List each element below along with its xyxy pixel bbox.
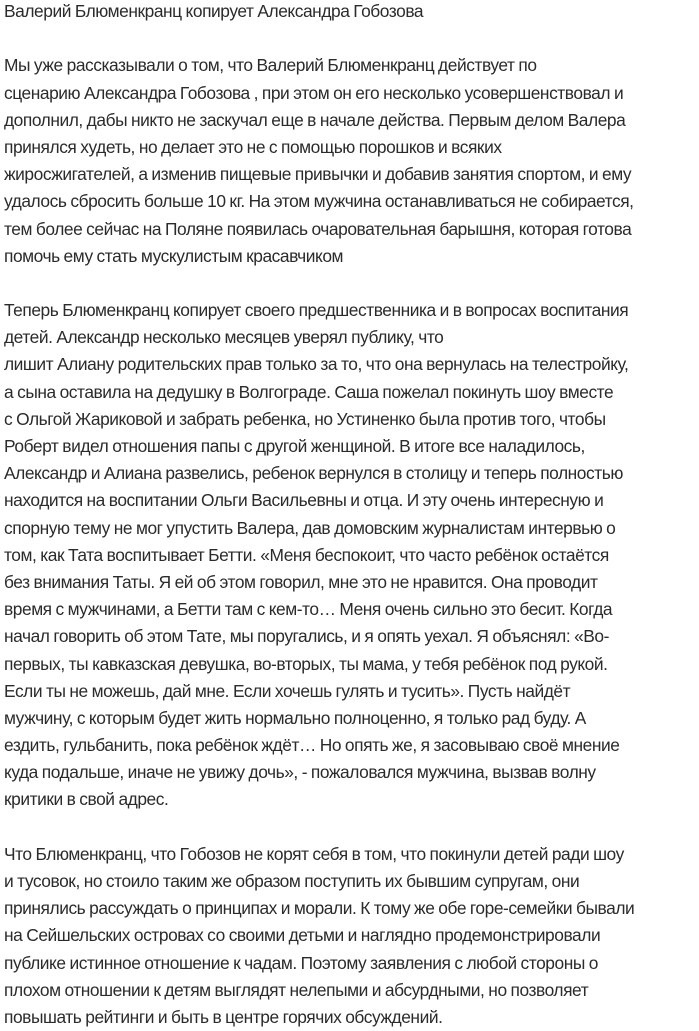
text-line: начал говорить об этом Тате, мы поругались, и я опять уехал. Я объяснял: «Во- bbox=[4, 626, 609, 647]
text-line: время с мужчинами, а Бетти там с кем-то… Меня очень сильно это бесит. Когда bbox=[4, 599, 613, 620]
text-line: плохом отношении к детям выглядят нелепыми и абсурдными, но позволяет bbox=[4, 979, 589, 1000]
text-line: Если ты не можешь, дай мне. Если хочешь гулять и тусить». Пусть найдёт bbox=[4, 680, 571, 701]
text-line: Теперь Блюменкранц копирует своего предшественника и в вопросах воспитания bbox=[4, 300, 629, 321]
text-line: на Сейшельских островах со своими детьми и наглядно продемонстрировали bbox=[4, 925, 601, 946]
text-line: Роберт видел отношения папы с другой женщиной. В итоге все наладилось, bbox=[4, 436, 585, 456]
text-line: находится на воспитании Ольги Васильевны и отца. И эту очень интересную и bbox=[4, 490, 604, 511]
spacer bbox=[4, 814, 695, 841]
text-line: Александр и Алиана развелись, ребенок вернулся в столицу и теперь полностью bbox=[4, 463, 623, 484]
text-line: и тусовок, но стоило таким же образом поступить их бывшим супругам, они bbox=[4, 871, 580, 891]
text-line: Мы уже рассказывали о том, что Валерий Блюменкранц действует по bbox=[4, 55, 537, 76]
text-line: а сына оставила на дедушку в Волгограде. Саша пожелал покинуть шоу вместе bbox=[4, 381, 614, 402]
text-line: детей. Александр несколько месяцев уверял публику, что bbox=[4, 327, 444, 348]
paragraph-2 bbox=[4, 297, 695, 814]
text-line: спорную тему не мог упустить Валера, дав домовским журналистам интервью о bbox=[4, 517, 616, 538]
text-line: без внимания Таты. Я ей об этом говорил, мне это не нравится. Она проводит bbox=[4, 571, 598, 592]
text-line: том, как Тата воспитывает Бетти. «Меня беспокоит, что часто ребёнок остаётся bbox=[4, 544, 609, 565]
text-line: помочь ему стать мускулистым красавчиком bbox=[4, 245, 344, 266]
text-line: публике истинное отношение к чадам. Поэтому заявления с любой стороны о bbox=[4, 952, 598, 973]
text-line: критики в свой адрес. bbox=[4, 789, 169, 810]
text-line: лишит Алиану родительских прав только за то, что она вернулась на телестройку, bbox=[4, 354, 629, 375]
article-title: Валерий Блюменкранц копирует Александра Гобозова bbox=[4, 1, 424, 21]
text-line: с Ольгой Жариковой и забрать ребенка, но Устиненко была против того, чтобы bbox=[4, 408, 606, 429]
text-line: тем более сейчас на Поляне появилась очаровательная барышня, которая готова bbox=[4, 218, 632, 239]
text-line: дополнил, дабы никто не заскучал еще в начале действа. Первым делом Валера bbox=[4, 109, 626, 130]
text-line: ездить, гульбанить, пока ребёнок ждёт… Но опять же, я засовываю своё мнение bbox=[4, 735, 620, 756]
paragraph-1 bbox=[4, 52, 695, 270]
text-line: жиросжигателей, а изменив пищевые привычки и добавив занятия спортом, и ему bbox=[4, 164, 632, 185]
text-line: первых, ты кавказская девушка, во-вторых, ты мама, у тебя ребёнок под рукой. bbox=[4, 653, 608, 674]
text-line: повышать рейтинги и быть в центре горячих обсуждений. bbox=[4, 1006, 443, 1027]
text-line: мужчину, с которым будет жить нормально полноценно, я только рад буду. А bbox=[4, 707, 586, 728]
spacer bbox=[4, 25, 695, 52]
text-line: принялся худеть, но делает это не с помощью порошков и всяких bbox=[4, 136, 502, 157]
text-line: удалось сбросить больше 10 кг. На этом мужчина останавливаться не собирается, bbox=[4, 191, 634, 212]
text-line: Что Блюменкранц, что Гобозов не корят себя в том, что покинули детей ради шоу bbox=[4, 843, 624, 864]
text-line: куда подальше, иначе не увижу дочь», - пожаловался мужчина, вызвав волну bbox=[4, 762, 596, 783]
spacer bbox=[4, 270, 695, 297]
paragraph-3 bbox=[4, 841, 695, 1031]
text-line: принялись рассуждать о принципах и морали. К тому же обе горе-семейки бывали bbox=[4, 898, 635, 919]
text-line: сценарию Александра Гобозова , при этом он его несколько усовершенствовал и bbox=[4, 82, 624, 103]
